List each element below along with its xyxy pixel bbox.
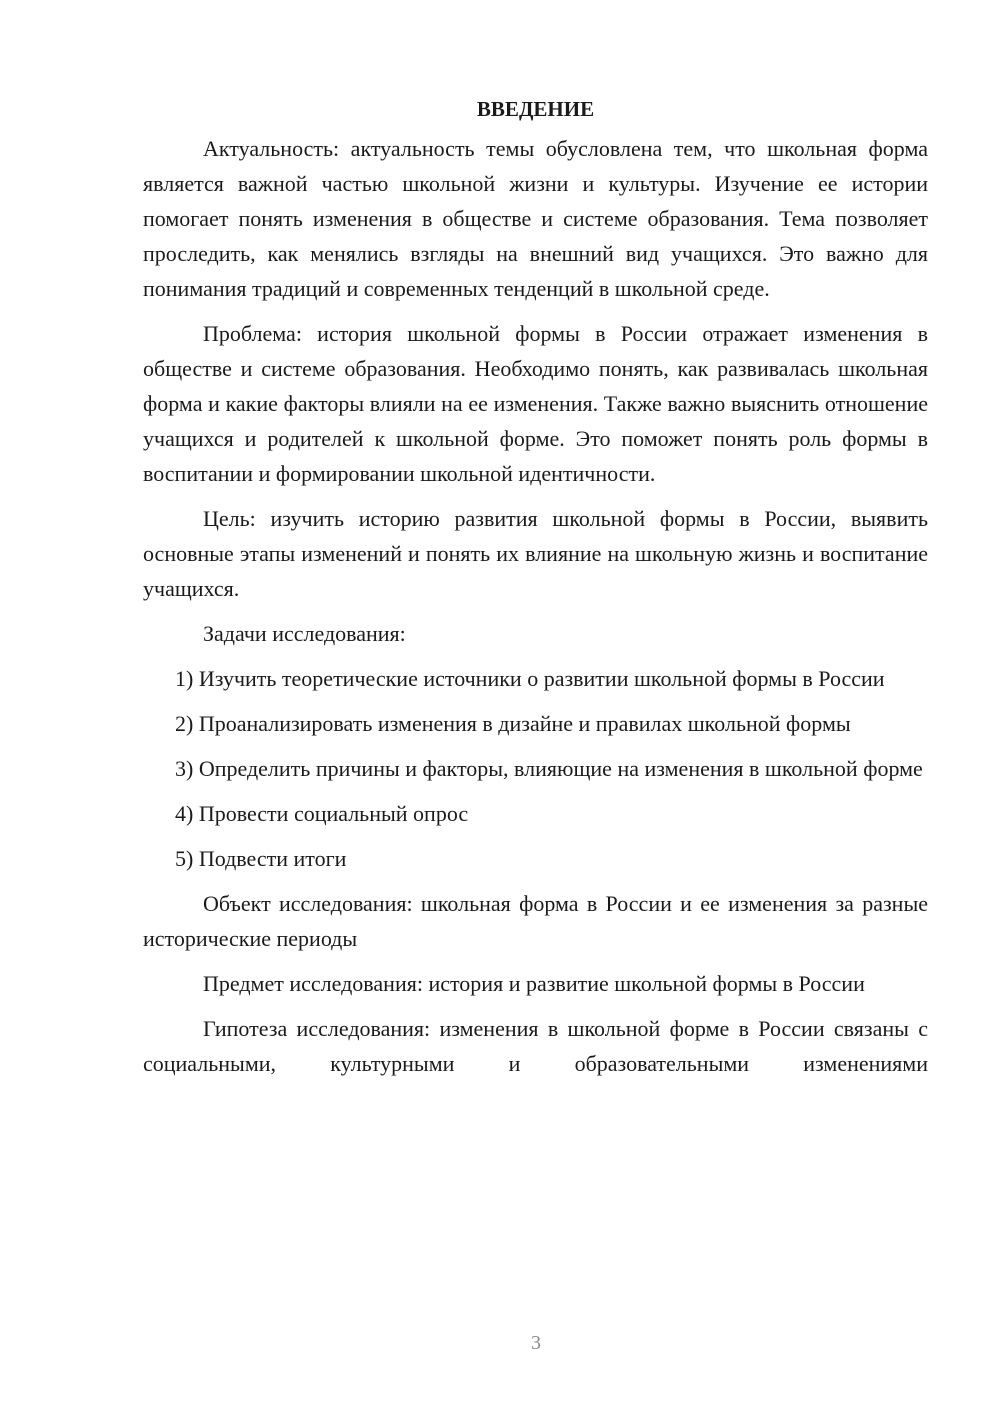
tasks-heading: Задачи исследования: — [203, 621, 406, 646]
goal-paragraph: Цель: изучить историю развития школьной формы в России, выявить основные этапы изменений и понять их влияние на школьную жизнь и воспитание учащихся. — [143, 506, 928, 601]
object-paragraph: Объект исследования: школьная форма в России и ее изменения за разные исторические периоды — [143, 891, 928, 951]
task-item-2: 2) Проанализировать изменения в дизайне и правилах школьной формы — [175, 711, 851, 736]
relevance-paragraph: Актуальность: актуальность темы обусловлена тем, что школьная форма является важной частью школьной жизни и культуры. Изучение ее истории помогает понять изменения в обществе и системе образования. Тема позволяет проследить, как менялись взгляды на внешний вид учащихся. Это важно для понимания традиций и современных тенденций в школьной среде. — [143, 136, 928, 301]
problem-paragraph: Проблема: история школьной формы в России отражает изменения в обществе и системе образования. Необходимо понять, как развивалась школьная форма и какие факторы влияли на ее изменения. Также важно выяснить отношение учащихся и родителей к школьной форме. Это поможет понять роль формы в воспитании и формировании школьной идентичности. — [143, 321, 928, 486]
tasks-list — [143, 661, 928, 876]
page-title: ВВЕДЕНИЕ — [476, 97, 595, 121]
task-item-3: 3) Определить причины и факторы, влияющие на изменения в школьной форме — [175, 756, 923, 781]
page-body — [143, 92, 928, 1081]
hypothesis-paragraph: Гипотеза исследования: изменения в школьной форме в России связаны с социальными, культурными и образовательными изменениями — [143, 1016, 928, 1076]
task-item-5: 5) Подвести итоги — [175, 846, 347, 871]
task-item-4: 4) Провести социальный опрос — [175, 801, 469, 826]
page-number: 3 — [531, 1332, 541, 1354]
subject-paragraph: Предмет исследования: история и развитие школьной формы в России — [203, 971, 865, 996]
task-item-1: 1) Изучить теоретические источники о развитии школьной формы в России — [175, 666, 885, 691]
